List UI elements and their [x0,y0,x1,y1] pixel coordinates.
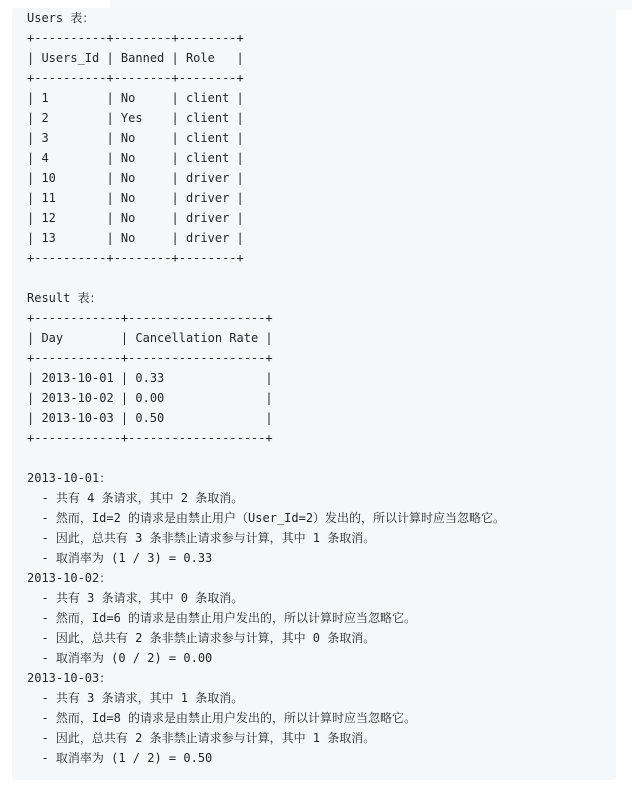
code-line: | 1 | No | client | [27,91,244,105]
code-line: 2013-10-03： [27,671,112,685]
code-line: +----------+--------+--------+ [27,251,244,265]
code-line [27,268,505,288]
code-line: +----------+--------+--------+ [27,31,244,45]
code-line: | 12 | No | driver | [27,211,244,225]
code-lines [27,8,505,768]
code-line: | 4 | No | client | [27,151,244,165]
code-line: - 共有 3 条请求，其中 1 条取消。 [27,691,244,705]
code-line: - 因此，总共有 2 条非禁止请求参与计算，其中 0 条取消。 [27,631,376,645]
code-line: - 然而，Id=8 的请求是由禁止用户发出的，所以计算时应当忽略它。 [27,711,417,725]
code-line: Users 表： [27,11,95,25]
code-block [12,8,616,780]
code-line: - 取消率为 (1 / 2) = 0.50 [27,751,213,765]
code-line: - 然而，Id=6 的请求是由禁止用户发出的，所以计算时应当忽略它。 [27,611,417,625]
code-line: | 2 | Yes | client | [27,111,244,125]
code-line: +------------+-------------------+ [27,431,273,445]
code-line: - 因此，总共有 2 条非禁止请求参与计算，其中 1 条取消。 [27,731,376,745]
code-line: - 共有 4 条请求，其中 2 条取消。 [27,491,244,505]
code-line [27,448,505,468]
code-line: - 取消率为 (0 / 2) = 0.00 [27,651,213,665]
code-line: 2013-10-01： [27,471,112,485]
code-line: | 13 | No | driver | [27,231,244,245]
code-line: | Users_Id | Banned | Role | [27,51,244,65]
code-line: | 2013-10-02 | 0.00 | [27,391,273,405]
code-line: 2013-10-02： [27,571,112,585]
code-line: - 因此，总共有 3 条非禁止请求参与计算，其中 1 条取消。 [27,531,376,545]
code-line: | 10 | No | driver | [27,171,244,185]
code-line: - 共有 3 条请求，其中 0 条取消。 [27,591,244,605]
code-line: - 取消率为 (1 / 3) = 0.33 [27,551,213,565]
code-line: | 2013-10-01 | 0.33 | [27,371,273,385]
code-line: +------------+-------------------+ [27,351,273,365]
code-line: Result 表： [27,291,102,305]
code-line: +----------+--------+--------+ [27,71,244,85]
code-line: | 2013-10-03 | 0.50 | [27,411,273,425]
code-line: - 然而，Id=2 的请求是由禁止用户（User_Id=2）发出的，所以计算时应当忽略它。 [27,511,506,525]
code-line: | Day | Cancellation Rate | [27,331,273,345]
code-line: | 3 | No | client | [27,131,244,145]
code-line: | 11 | No | driver | [27,191,244,205]
code-line: +------------+-------------------+ [27,311,273,325]
